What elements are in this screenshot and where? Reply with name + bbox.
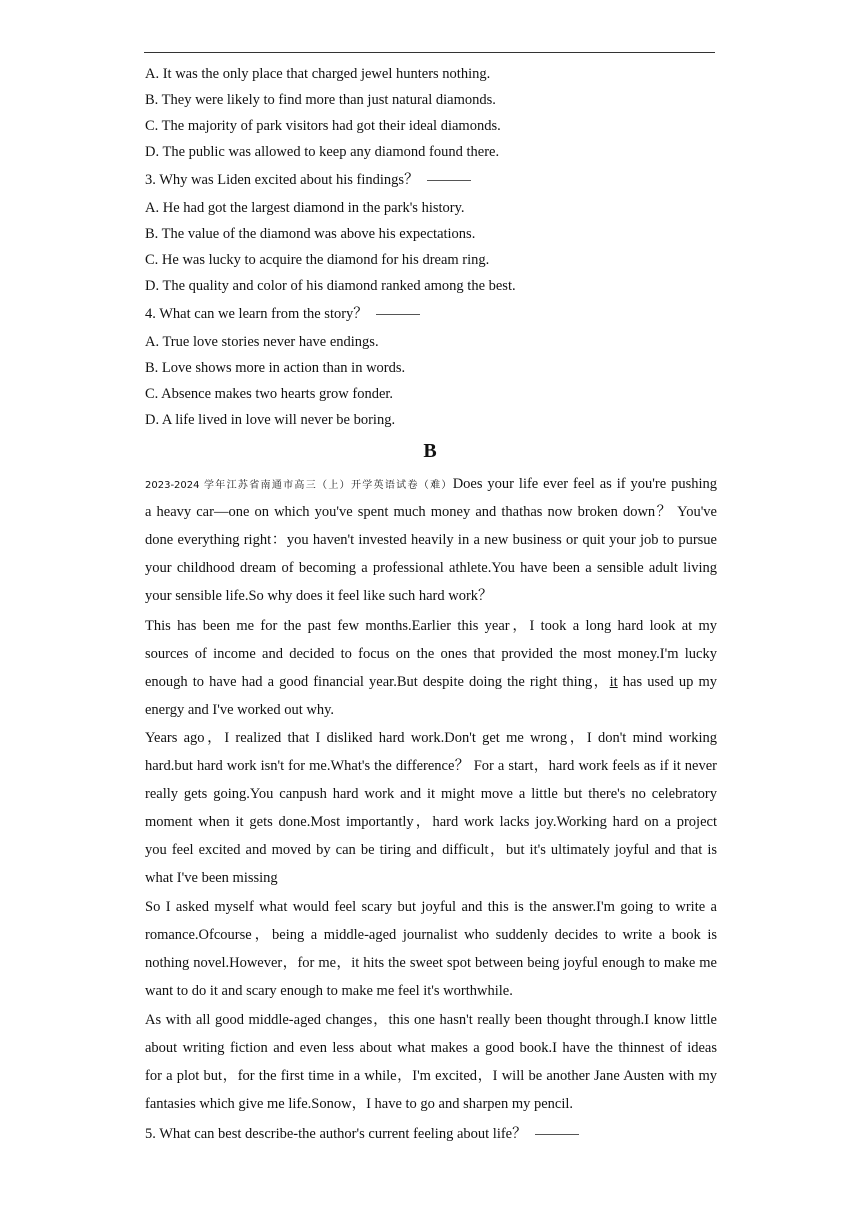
q4-question [145,305,420,323]
q5-answer-blank[interactable] [535,1134,579,1135]
q3-answer-blank[interactable] [427,180,471,181]
q3-question [145,171,471,189]
passage-line: for a plot but，for the first time in a while，I'm excited，I will be another Jane Austen with my [145,1068,717,1084]
passage-paragraph-3 [145,724,717,892]
passage-line: a heavy car—one on which you've spent much money and thathas now broken down？ You've [145,504,717,520]
q4-option-c: C. Absence makes two hearts grow fonder. [145,386,394,402]
q2-option-d: D. The public was allowed to keep any diamond found there. [145,144,500,160]
passage-line: This has been me for the past few months.Earlier this year，I took a long hard look at my [145,618,717,634]
passage-line: Years ago，I realized that I disliked hard work.Don't get me wrong，I don't mind working [145,730,717,746]
passage-line: So I asked myself what would feel scary but joyful and this is the answer.I'm going to write a [145,899,717,915]
passage-line: your childhood dream of becoming a professional athlete.You have been a sensible adult living [145,560,717,576]
q4-option-b: B. Love shows more in action than in words. [145,360,406,376]
q3-option-d: D. The quality and color of his diamond ranked among the best. [145,278,516,294]
passage-line: As with all good middle-aged changes，this one hasn't really been thought through.I know little [145,1012,717,1028]
q3-option-b: B. The value of the diamond was above his expectations. [145,226,476,242]
q4-question-text: 4. What can we learn from the story？ [145,306,368,322]
passage-line: Does your life ever feel as if you're pushing [452,476,717,492]
passage-line: done everything right：you haven't invested heavily in a new business or quit your job to pursue [145,532,717,548]
passage-line: nothing novel.However，for me，it hits the sweet spot between being joyful enough to make me [145,955,717,971]
passage-line: energy and I've worked out why. [145,702,335,718]
q2-option-a: A. It was the only place that charged jewel hunters nothing. [145,66,491,82]
passage-line: romance.Ofcourse，being a middle-aged journalist who suddenly decides to write a book is [145,927,717,943]
q4-option-d: D. A life lived in love will never be boring. [145,412,396,428]
passage-line: sources of income and decided to focus on the ones that provided the most money.I'm lucky [145,646,717,662]
passage-paragraph-4 [145,893,717,1005]
q4-option-a: A. True love stories never have endings. [145,334,379,350]
underlined-word: it [609,674,618,690]
q5-question-text: 5. What can best describe-the author's current feeling about life？ [145,1126,527,1142]
passage-line: fantasies which give me life.Sonow，I have to go and sharpen my pencil. [145,1096,574,1112]
q4-answer-blank[interactable] [376,314,420,315]
passage-line: enough to have had a good financial year.But despite doing the right thing， [145,674,610,690]
passage-line: what I've been missing [145,870,278,886]
passage-paragraph-2 [145,612,717,724]
header-rule [144,52,715,53]
passage-line-end: has used up my [617,674,717,690]
passage-line: about writing fiction and even less about what makes a good book.I have the thinnest of ideas [145,1040,717,1056]
section-heading: B [423,440,437,462]
passage-line: you feel excited and moved by can be tiring and difficult，but it's ultimately joyful and that is [145,842,717,858]
passage-line: want to do it and scary enough to make me feel it's worthwhile. [145,983,513,999]
passage-paragraph-1 [145,470,717,610]
q3-option-c: C. He was lucky to acquire the diamond for his dream ring. [145,252,490,268]
passage-line: hard.but hard work isn't for me.What's the difference？ For a start，hard work feels as if it never [145,758,717,774]
q2-option-c: C. The majority of park visitors had got their ideal diamonds. [145,118,501,134]
passage-line: your sensible life.So why does it feel like such hard work？ [145,588,493,604]
q3-question-text: 3. Why was Liden excited about his findings？ [145,172,419,188]
q5-question [145,1125,579,1143]
q3-option-a: A. He had got the largest diamond in the park's history. [145,200,465,216]
passage-line: moment when it gets done.Most importantly，hard work lacks joy.Working hard on a project [145,814,717,830]
q2-option-b: B. They were likely to find more than just natural diamonds. [145,92,496,108]
passage-paragraph-5 [145,1006,717,1118]
source-label: 2023-2024 学年江苏省南通市高三（上）开学英语试卷（难） [145,480,453,491]
passage-line: really gets going.You canpush hard work and it might move a little but there's no celebratory [145,786,717,802]
